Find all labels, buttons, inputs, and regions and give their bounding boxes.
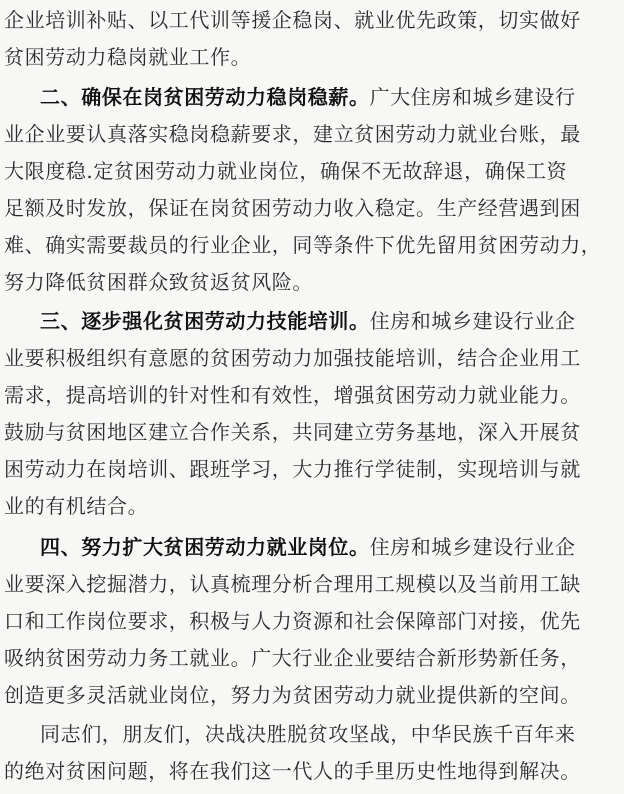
text-line-21: [0, 759, 624, 783]
text-line-content: 业要深入挖掘潜力，认真梳理分析合理用工规模以及当前用工缺: [4, 572, 581, 596]
text-line-10: [0, 346, 624, 370]
text-line-content: 需求，提高培训的针对性和有效性，增强贫困劳动力就业能力。: [4, 383, 581, 407]
text-line-content: 努力降低贫困群众致贫返贫风险。: [4, 270, 313, 294]
text-line-content: 住房和城乡建设行业企: [369, 309, 576, 333]
section-heading-4: 四、努力扩大贫困劳动力就业岗位。: [40, 535, 370, 559]
text-line-content: 住房和城乡建设行业企: [369, 535, 576, 559]
text-line-content: 企业培训补贴、以工代训等援企稳岗、就业优先政策，切实做好: [4, 8, 581, 32]
text-line-11: [0, 383, 624, 407]
text-line-18: [0, 646, 624, 670]
text-line-content: 困劳动力在岗培训、跟班学习，大力推行学徒制，实现培训与就: [4, 457, 581, 481]
section-heading-4-line: [0, 535, 624, 559]
text-line-content: 难、确实需要裁员的行业企业，同等条件下优先留用贫困劳动力，: [4, 233, 602, 257]
section-heading-3: 三、逐步强化贫困劳动力技能培训。: [40, 309, 370, 333]
text-line-2: [0, 45, 624, 69]
text-line-14: [0, 494, 624, 518]
text-line-content: 足额及时发放，保证在岗贫困劳动力收入稳定。生产经营遇到困: [4, 196, 581, 220]
text-line-20: [0, 722, 624, 746]
text-line-19: [0, 683, 624, 707]
text-line-7: [0, 233, 624, 257]
text-line-content: 业企业要认真落实稳岗稳薪要求，建立贫困劳动力就业台账，最: [4, 122, 581, 146]
text-line-8: [0, 270, 624, 294]
text-line-5: [0, 159, 624, 183]
text-line-content: 大限度稳.定贫困劳动力就业岗位，确保不无故辞退，确保工资: [4, 159, 568, 183]
text-line-content: 鼓励与贫困地区建立合作关系，共同建立劳务基地，深入开展贫: [4, 420, 581, 444]
text-line-content: 业的有机结合。: [4, 494, 149, 518]
text-line-12: [0, 420, 624, 444]
text-line-1: [0, 8, 624, 32]
text-line-4: [0, 122, 624, 146]
text-line-13: [0, 457, 624, 481]
section-heading-3-line: [0, 309, 624, 333]
text-line-content: 业要积极组织有意愿的贫困劳动力加强技能培训，结合企业用工: [4, 346, 581, 370]
text-line-content: 同志们，朋友们，决战决胜脱贫攻坚战，中华民族千百年来: [40, 722, 576, 746]
text-line-content: 口和工作岗位要求，积极与人力资源和社会保障部门对接，优先: [4, 609, 581, 633]
text-line-6: [0, 196, 624, 220]
text-line-17: [0, 609, 624, 633]
text-line-content: 的绝对贫困问题，将在我们这一代人的手里历史性地得到解决。: [4, 759, 581, 783]
text-line-content: 吸纳贫困劳动力务工就业。广大行业企业要结合新形势新任务，: [4, 646, 581, 670]
section-heading-2: 二、确保在岗贫困劳动力稳岗稳薪。: [40, 85, 370, 109]
section-heading-2-line: [0, 85, 624, 109]
text-line-content: 创造更多灵活就业岗位，努力为贫困劳动力就业提供新的空间。: [4, 683, 581, 707]
text-line-content: 广大住房和城乡建设行: [369, 85, 576, 109]
text-line-content: 贫困劳动力稳岗就业工作。: [4, 45, 252, 69]
text-line-16: [0, 572, 624, 596]
